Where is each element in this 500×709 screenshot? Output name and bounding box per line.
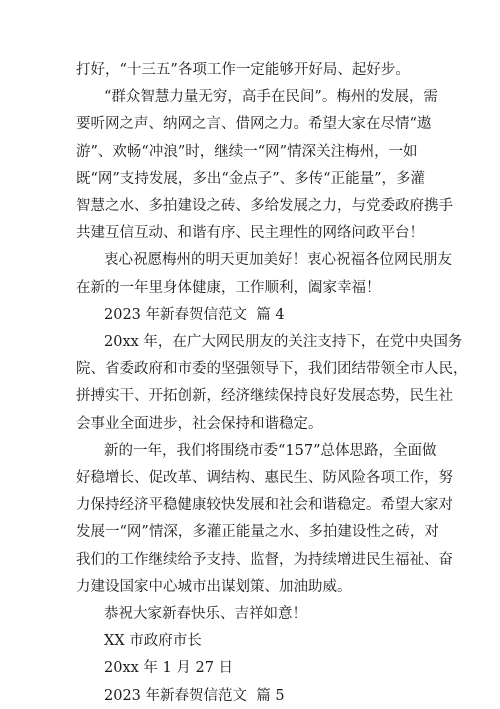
paragraph-line: 新的一年，我们将围绕市委“157”总体思路，全面做 bbox=[104, 442, 437, 459]
paragraph-line: 会事业全面进步，社会保持和谐稳定。 bbox=[76, 415, 323, 432]
paragraph-line: 院、省委政府和市委的坚强领导下，我们团结带领全市人民， bbox=[76, 361, 468, 378]
paragraph-line: 20xx 年 1 月 27 日 bbox=[104, 660, 234, 677]
closing-greeting: 恭祝大家新春快乐、吉祥如意！ bbox=[104, 606, 307, 622]
paragraph-line: XX 市政府市长 bbox=[104, 633, 202, 650]
paragraph-line: 力保持经济平稳健康较快发展和社会和谐稳定。希望大家对 bbox=[76, 497, 453, 514]
paragraph-line: 智慧之水、多拍建设之砖、多给发展之力，与党委政府携手 bbox=[76, 198, 453, 214]
paragraph-line: 既“网”支持发展，多出“金点子”、多传“正能量”，多灌 bbox=[76, 170, 425, 187]
paragraph-line: 20xx 年，在广大网民朋友的关注支持下，在党中央国务 bbox=[104, 334, 463, 350]
section-heading: 2023 年新春贺信范文 篇 5 bbox=[104, 687, 285, 704]
paragraph-line: 游”、欢畅“冲浪”时，继续一“网”情深关注梅州，一如 bbox=[76, 143, 418, 160]
paragraph-line: 衷心祝愿梅州的明天更加美好！衷心祝福各位网民朋友 bbox=[104, 252, 452, 269]
paragraph-line: 在新的一年里身体健康，工作顺利，阖家幸福！ bbox=[76, 279, 381, 296]
paragraph-line: 发展一“网”情深，多灌正能量之水、多拍建设性之砖，对 bbox=[76, 524, 439, 541]
paragraph-line: 我们的工作继续给予支持、监督，为持续增进民生福祉、奋 bbox=[76, 551, 453, 568]
section-heading: 2023 年新春贺信范文 篇 4 bbox=[104, 306, 285, 323]
paragraph-line: 共建互信互动、和谐有序、民主理性的网络问政平台！ bbox=[76, 225, 424, 242]
paragraph-line: “群众智慧力量无穷，高手在民间”。梅州的发展，需 bbox=[104, 89, 438, 106]
paragraph-line: 拼搏实干、开拓创新，经济继续保持良好发展态势，民生社 bbox=[76, 388, 453, 405]
paragraph-line: 力建设国家中心城市出谋划策、加油助威。 bbox=[76, 578, 352, 595]
paragraph-line: 好稳增长、促改革、调结构、惠民生、防风险各项工作，努 bbox=[76, 470, 453, 486]
paragraph-line: 打好，“十三五”各项工作一定能够开好局、起好步。 bbox=[76, 62, 410, 78]
paragraph-line: 要听网之声、纳网之言、借网之力。希望大家在尽情“遨 bbox=[76, 116, 432, 133]
